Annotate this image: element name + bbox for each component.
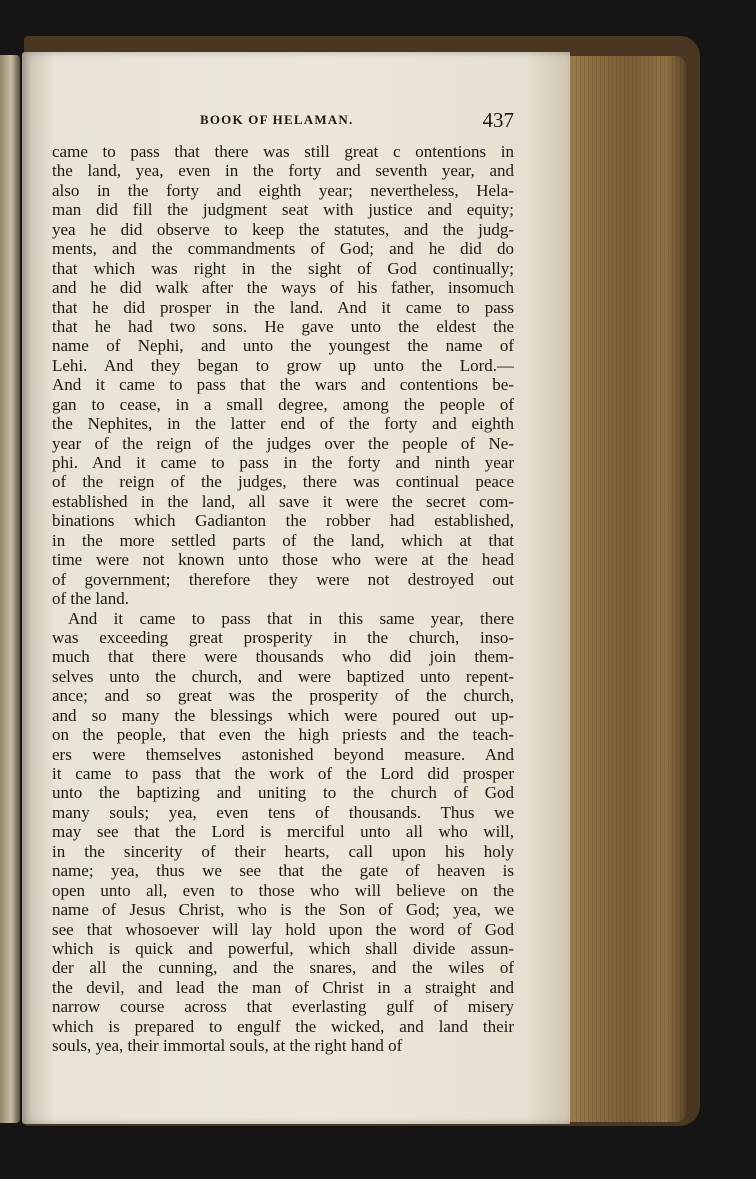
text-line: der all the cunning, and the snares, and the wiles of [52,958,514,978]
text-line: the devil, and lead the man of Christ in a straight and [52,977,514,997]
text-line: of the reign of the judges, there was continual peace [52,472,514,492]
text-line: may see that the Lord is merciful unto all who will, [52,822,514,842]
facing-page-edge [0,55,20,1123]
text-line: much that there were thousands who did join them- [52,647,514,667]
text-line: it came to pass that the work of the Lord did prosper [52,764,514,783]
text-line: man did fill the judgment seat with justice and equity; [52,200,514,220]
text-line: that which was right in the sight of God continually; [52,258,514,278]
text-line: open unto all, even to those who will believe on the [52,880,514,900]
text-line: gan to cease, in a small degree, among the people of [52,394,514,414]
text-line: that he did prosper in the land. And it came to pass [52,297,514,317]
book-title: BOOK OF HELAMAN. [200,112,354,127]
running-head [52,108,514,134]
text-line: established in the land, all save it were the secret com- [52,491,514,511]
text-line: narrow course across that everlasting gulf of misery [52,997,514,1017]
body-text [52,142,514,1056]
text-line: phi. And it came to pass in the forty and ninth year [52,453,514,472]
text-line: many souls; yea, even tens of thousands. Thus we [52,802,514,822]
text-line: Lehi. And they began to grow up unto the Lord.— [52,355,514,375]
text-line: souls, yea, their immortal souls, at the right hand of [52,1036,403,1056]
text-line: ments, and the commandments of God; and he did do [52,239,514,259]
text-line: unto the baptizing and uniting to the church of God [52,783,514,803]
text-line: in the sincerity of their hearts, call upon his holy [52,841,514,861]
text-line: of the land. [52,589,129,609]
text-line: and so many the blessings which were poured out up- [52,705,514,725]
page-number: 437 [482,108,514,132]
text-line: binations which Gadianton the robber had established, [52,511,514,531]
text-line: name of Nephi, and unto the youngest the name of [52,336,514,356]
text-line: came to pass that there was still great c ontentions in [52,142,514,161]
text-line: ance; and so great was the prosperity of the church, [52,686,514,706]
text-line: time were not known unto those who were at the head [52,550,514,570]
text-line: of government; therefore they were not destroyed out [52,569,514,589]
text-line: And it came to pass that in this same year, there [68,608,514,628]
text-line: name; yea, thus we see that the gate of heaven is [52,861,514,881]
text-line: the Nephites, in the latter end of the forty and eighth [52,414,514,434]
text-line: which is prepared to engulf the wicked, and land their [52,1016,514,1036]
text-line: the land, yea, even in the forty and seventh year, and [52,161,514,181]
text-line: And it came to pass that the wars and contentions be- [52,375,514,395]
text-line: see that whosoever will lay hold upon the word of God [52,919,514,939]
text-line: in the more settled parts of the land, which at that [52,530,514,550]
text-line: yea he did observe to keep the statutes, and the judg- [52,219,514,239]
text-line: that he had two sons. He gave unto the eldest the [52,316,514,336]
text-line: was exceeding great prosperity in the church, inso- [52,627,514,647]
text-line: year of the reign of the judges over the people of Ne- [52,433,514,453]
text-line: also in the forty and eighth year; nevertheless, Hela- [52,180,514,200]
text-line: name of Jesus Christ, who is the Son of God; yea, we [52,900,514,920]
text-line: selves unto the church, and were baptized unto repent- [52,666,514,686]
text-line: on the people, that even the high priests and the teach- [52,725,514,745]
page-text [52,108,514,1056]
text-line: which is quick and powerful, which shall divide assun- [52,938,514,958]
text-line: and he did walk after the ways of his father, insomuch [52,278,514,298]
text-line: ers were themselves astonished beyond measure. And [52,744,514,764]
